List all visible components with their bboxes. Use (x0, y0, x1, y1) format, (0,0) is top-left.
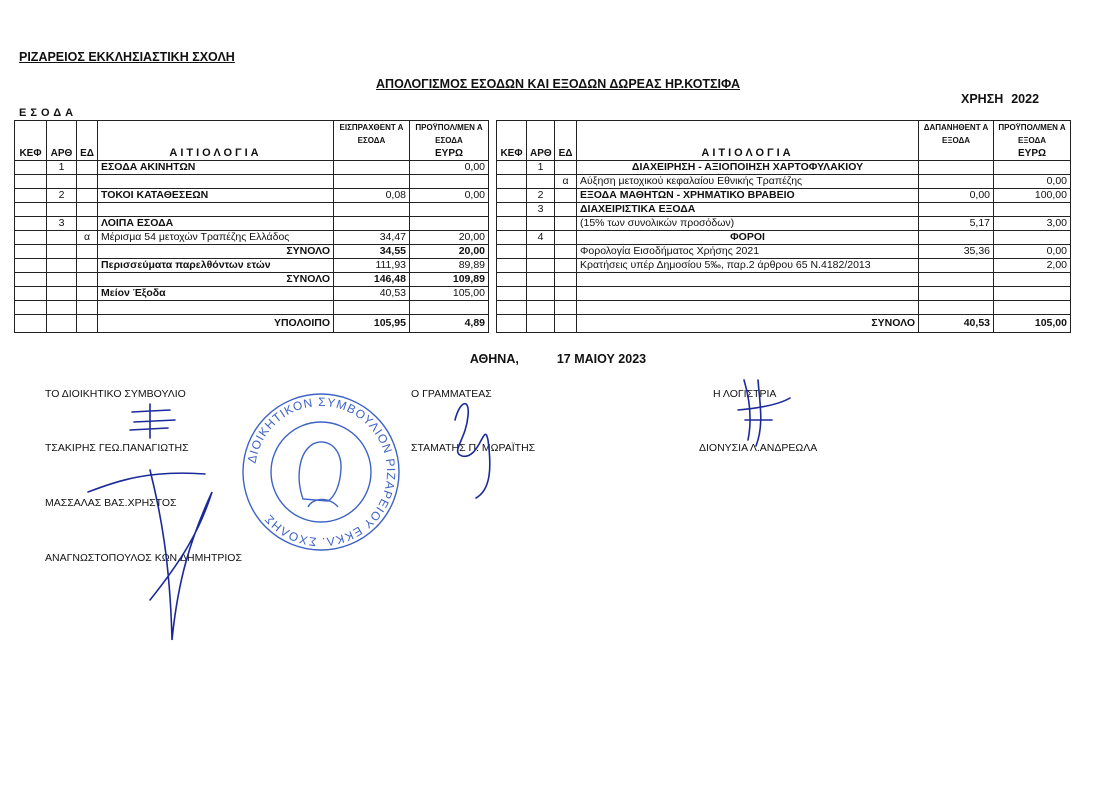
expense-description: ΔΙΑΧΕΙΡΙΣΤΙΚΑ ΕΞΟΔΑ (577, 203, 919, 217)
income-value-2: 0,00 (410, 161, 489, 175)
stamp-text: ΔΙΟΙΚΗΤΙΚΟΝ ΣΥΜΒΟΥΛΙΟΝ ΡΙΖΑΡΕΙΟΥ ΕΚΚΛ. ΣΧΟΛΗΣ (244, 394, 399, 550)
expense-description: (15% των συνολικών προσόδων) (577, 217, 919, 231)
date-value: 17 ΜΑΙΟΥ 2023 (556, 352, 647, 366)
signature-massalas (88, 470, 212, 640)
income-section-label: ΕΣΟΔΑ (19, 107, 78, 119)
expense-description: ΣΥΝΟΛΟ (577, 315, 919, 333)
svg-text:ΔΙΟΙΚΗΤΙΚΟΝ ΣΥΜΒΟΥΛΙΟΝ ΡΙΖΑΡΕΙ (245, 395, 399, 549)
income-currency: ΕΥΡΩ (434, 148, 464, 159)
expense-description: Κρατήσεις υπέρ Δημοσίου 5‰, παρ.2 άρθρου 65 Ν.4182/2013 (577, 259, 919, 273)
expense-description: Αύξηση μετοχικού κεφαλαίου Εθνικής Τραπέζης (577, 175, 919, 189)
income-value-1: 40,53 (334, 287, 410, 301)
expense-value-2: 0,00 (994, 245, 1071, 259)
income-description: ΣΥΝΟΛΟ (98, 245, 334, 259)
expense-arth: 4 (527, 231, 555, 245)
income-value-1: 0,08 (334, 189, 410, 203)
expense-col-arth: ΑΡΘ (527, 121, 555, 161)
income-col-ed: ΕΔ (77, 121, 98, 161)
income-col-kef: ΚΕΦ (15, 121, 47, 161)
income-value-1: 105,95 (334, 315, 410, 333)
expense-currency: ΕΥΡΩ (1017, 148, 1047, 159)
expense-value-2: 0,00 (994, 175, 1071, 189)
income-description: ΛΟΙΠΑ ΕΣΟΔΑ (98, 217, 334, 231)
expense-description: ΦΟΡΟΙ (577, 231, 919, 245)
expense-value-1: 35,36 (919, 245, 994, 259)
income-value-1: 146,48 (334, 273, 410, 287)
signature-andreola (738, 380, 790, 446)
secretary-title: Ο ΓΡΑΜΜΑΤΕΑΣ (411, 388, 492, 400)
signature-tsakiris (130, 404, 175, 438)
expense-value-1: 40,53 (919, 315, 994, 333)
document-title: ΑΠΟΛΟΓΙΣΜΟΣ ΕΣΟΔΩΝ ΚΑΙ ΕΞΟΔΩΝ ΔΩΡΕΑΣ ΗΡ.ΚΟΤΣΙΦΑ (376, 77, 740, 91)
income-value-2: 89,89 (410, 259, 489, 273)
income-description: Περισσεύματα παρελθόντων ετών (98, 259, 334, 273)
income-value-2: 20,00 (410, 231, 489, 245)
expense-value-1: 0,00 (919, 189, 994, 203)
expense-description: ΕΞΟΔΑ ΜΑΘΗΤΩΝ - ΧΡΗΜΑΤΙΚΟ ΒΡΑΒΕΙΟ (577, 189, 919, 203)
signature-moraitis (455, 404, 490, 498)
income-value-2: 105,00 (410, 287, 489, 301)
secretary-name: ΣΤΑΜΑΤΗΣ Π. ΜΩΡΑΪΤΗΣ (411, 442, 536, 454)
income-col-budgeted-label: ΠΡΟΫΠΟΛ/ΜΕΝ Α ΕΣΟΔΑ (415, 123, 483, 145)
year-value: 2022 (1011, 92, 1040, 106)
income-arth: 2 (47, 189, 77, 203)
accountant-name: ΔΙΟΝΥΣΙΑ Λ.ΑΝΔΡΕΩΛΑ (699, 442, 818, 454)
income-description: ΤΟΚΟΙ ΚΑΤΑΘΕΣΕΩΝ (98, 189, 334, 203)
expense-arth: 2 (527, 189, 555, 203)
income-value-1: 34,55 (334, 245, 410, 259)
expense-description: Φορολογία Εισοδήματος Χρήσης 2021 (577, 245, 919, 259)
expense-col-budgeted-label: ΠΡΟΫΠΟΛ/ΜΕΝ Α ΕΞΟΔΑ (998, 123, 1066, 145)
expense-value-2: 3,00 (994, 217, 1071, 231)
expense-value-2: 2,00 (994, 259, 1071, 273)
income-description: ΕΣΟΔΑ ΑΚΙΝΗΤΩΝ (98, 161, 334, 175)
income-col-description: ΑΙΤΙΟΛΟΓΙΑ (98, 121, 334, 161)
date-city: ΑΘΗΝΑ, (469, 352, 519, 366)
income-value-2: 109,89 (410, 273, 489, 287)
board-member-1: ΤΣΑΚΙΡΗΣ ΓΕΩ.ΠΑΝΑΓΙΩΤΗΣ (45, 442, 189, 454)
income-description: ΣΥΝΟΛΟ (98, 273, 334, 287)
income-col-collected: ΕΙΣΠΡΑΧΘΕΝΤ Α ΕΣΟΔΑ (334, 121, 410, 161)
expense-arth: 3 (527, 203, 555, 217)
expense-col-ed: ΕΔ (555, 121, 577, 161)
board-member-3: ΑΝΑΓΝΩΣΤΟΠΟΥΛΟΣ ΚΩΝ.ΔΗΜΗΤΡΙΟΣ (45, 552, 242, 564)
income-description: ΥΠΟΛΟΙΠΟ (98, 315, 334, 333)
income-ed: α (77, 231, 98, 245)
expense-value-1: 5,17 (919, 217, 994, 231)
board-member-2: ΜΑΣΣΑΛΑΣ ΒΑΣ.ΧΡΗΣΤΟΣ (45, 497, 177, 509)
income-arth: 1 (47, 161, 77, 175)
expense-arth: 1 (527, 161, 555, 175)
expense-value-2: 105,00 (994, 315, 1071, 333)
stamp-inner-ring (271, 422, 371, 522)
income-description: Μέρισμα 54 μετοχών Τραπέζης Ελλάδος (98, 231, 334, 245)
school-name: ΡΙΖΑΡΕΙΟΣ ΕΚΚΛΗΣΙΑΣΤΙΚΗ ΣΧΟΛΗ (19, 50, 235, 64)
expense-col-kef: ΚΕΦ (497, 121, 527, 161)
year-label: ΧΡΗΣΗ (961, 92, 1004, 106)
expense-description: ΔΙΑΧΕΙΡΗΣΗ - ΑΞΙΟΠΟΙΗΣΗ ΧΑΡΤΟΦΥΛΑΚΙΟΥ (577, 161, 919, 175)
stamp-outer-ring (243, 394, 399, 550)
income-value-2: 20,00 (410, 245, 489, 259)
income-value-2: 0,00 (410, 189, 489, 203)
income-value-1: 34,47 (334, 231, 410, 245)
accountant-title: Η ΛΟΓΙΣΤΡΙΑ (713, 388, 777, 400)
income-col-arth: ΑΡΘ (47, 121, 77, 161)
board-title: ΤΟ ΔΙΟΙΚΗΤΙΚΟ ΣΥΜΒΟΥΛΙΟ (45, 388, 186, 400)
income-description: Μείον Έξοδα (98, 287, 334, 301)
stamp-portrait (299, 442, 341, 507)
expense-col-spent: ΔΑΠΑΝΗΘΕΝΤ Α ΕΞΟΔΑ (919, 121, 994, 161)
income-arth: 3 (47, 217, 77, 231)
income-value-2: 4,89 (410, 315, 489, 333)
expense-ed: α (555, 175, 577, 189)
official-stamp (238, 389, 404, 555)
expense-col-description: ΑΙΤΙΟΛΟΓΙΑ (577, 121, 919, 161)
expense-value-2: 100,00 (994, 189, 1071, 203)
income-value-1: 111,93 (334, 259, 410, 273)
